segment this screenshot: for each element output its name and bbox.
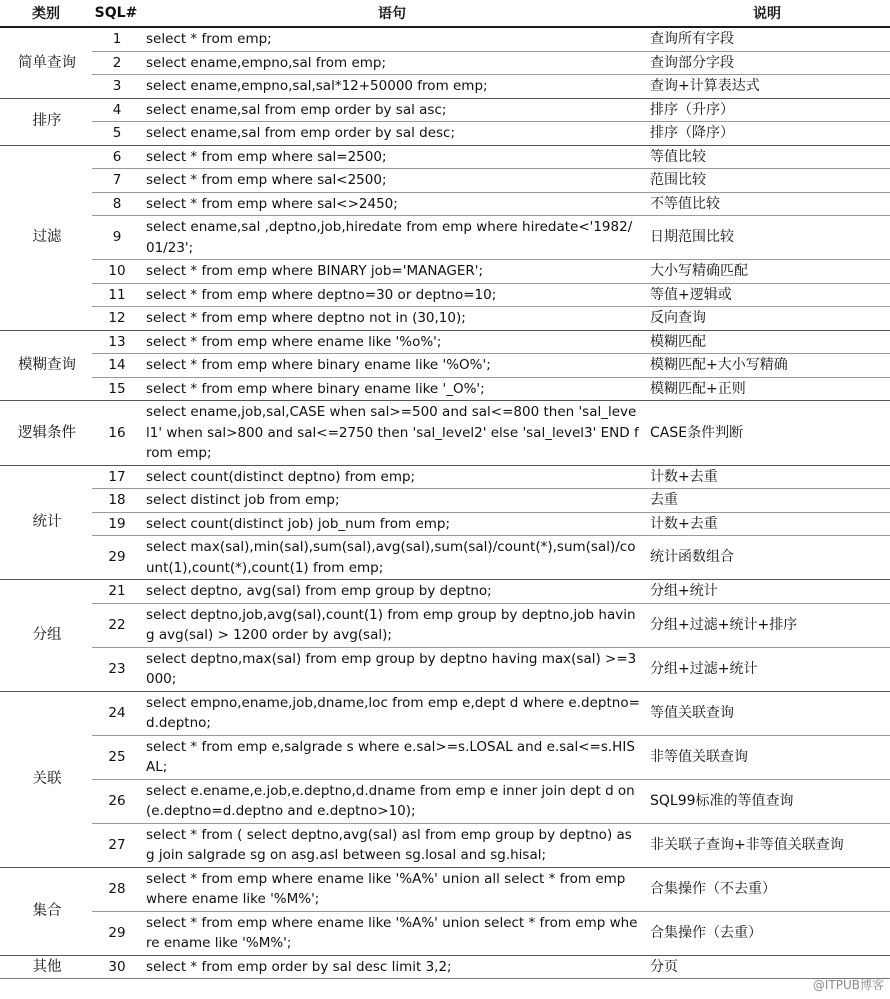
table-row [0, 603, 890, 647]
sql-number-cell: 12 [92, 307, 140, 331]
category-cell: 分组 [0, 580, 92, 692]
description-cell: 查询所有字段 [644, 27, 890, 51]
table-row [0, 580, 890, 604]
description-cell: 查询+计算表达式 [644, 75, 890, 99]
sql-number-cell: 29 [92, 911, 140, 955]
sql-statement-cell: select count(distinct job) job_num from emp; [140, 512, 644, 536]
description-cell: 等值+逻辑或 [644, 283, 890, 307]
sql-statement-cell: select e.ename,e.job,e.deptno,d.dname from emp e inner join dept d on (e.deptno=d.deptno and e.deptno>10); [140, 779, 644, 823]
sql-statement-cell: select empno,ename,job,dname,loc from emp e,dept d where e.deptno=d.deptno; [140, 691, 644, 735]
header-category: 类别 [0, 0, 92, 27]
description-cell: SQL99标准的等值查询 [644, 779, 890, 823]
sql-statement-cell: select * from emp where ename like '%A%' union all select * from emp where ename like '%M%'; [140, 867, 644, 911]
sql-number-cell: 15 [92, 377, 140, 401]
sql-statement-cell: select * from emp order by sal desc limit 3,2; [140, 955, 644, 979]
table-row [0, 98, 890, 122]
description-cell: 合集操作（不去重） [644, 867, 890, 911]
table-row [0, 536, 890, 580]
description-cell: 等值关联查询 [644, 691, 890, 735]
sql-statement-cell: select count(distinct deptno) from emp; [140, 465, 644, 489]
category-cell: 其他 [0, 955, 92, 979]
sql-statement-cell: select * from emp where deptno not in (30,10); [140, 307, 644, 331]
sql-statement-cell: select * from ( select deptno,avg(sal) asl from emp group by deptno) asg join salgrade sg on asg.asl between sg.losal and sg.hisal; [140, 823, 644, 867]
table-row [0, 51, 890, 75]
description-cell: 范围比较 [644, 169, 890, 193]
description-cell: CASE条件判断 [644, 401, 890, 466]
table-row [0, 75, 890, 99]
table-row [0, 647, 890, 691]
description-cell: 反向查询 [644, 307, 890, 331]
table-row [0, 27, 890, 51]
watermark: @ITPUB博客 [812, 978, 884, 992]
sql-number-cell: 2 [92, 51, 140, 75]
description-cell: 模糊匹配+正则 [644, 377, 890, 401]
sql-statement-cell: select * from emp where binary ename like '_O%'; [140, 377, 644, 401]
sql-number-cell: 22 [92, 603, 140, 647]
description-cell: 等值比较 [644, 145, 890, 169]
sql-number-cell: 23 [92, 647, 140, 691]
sql-number-cell: 16 [92, 401, 140, 466]
table-row [0, 354, 890, 378]
description-cell: 模糊匹配 [644, 330, 890, 354]
category-cell: 过滤 [0, 145, 92, 330]
sql-number-cell: 26 [92, 779, 140, 823]
sql-statement-cell: select * from emp where ename like '%o%'; [140, 330, 644, 354]
category-cell: 排序 [0, 98, 92, 145]
sql-number-cell: 19 [92, 512, 140, 536]
sql-statement-cell: select * from emp; [140, 27, 644, 51]
table-row [0, 735, 890, 779]
sql-number-cell: 10 [92, 260, 140, 284]
category-cell: 简单查询 [0, 27, 92, 98]
table-row [0, 330, 890, 354]
table-row [0, 216, 890, 260]
sql-number-cell: 13 [92, 330, 140, 354]
sql-statement-cell: select ename,sal from emp order by sal asc; [140, 98, 644, 122]
sql-number-cell: 7 [92, 169, 140, 193]
table-row [0, 911, 890, 955]
table-row [0, 512, 890, 536]
table-row [0, 122, 890, 146]
description-cell: 合集操作（去重） [644, 911, 890, 955]
table-row [0, 691, 890, 735]
sql-statement-cell: select deptno, avg(sal) from emp group by deptno; [140, 580, 644, 604]
description-cell: 非关联子查询+非等值关联查询 [644, 823, 890, 867]
description-cell: 大小写精确匹配 [644, 260, 890, 284]
description-cell: 分组+统计 [644, 580, 890, 604]
table-row [0, 169, 890, 193]
table-row [0, 283, 890, 307]
description-cell: 去重 [644, 489, 890, 513]
sql-number-cell: 29 [92, 536, 140, 580]
description-cell: 查询部分字段 [644, 51, 890, 75]
sql-number-cell: 24 [92, 691, 140, 735]
sql-number-cell: 28 [92, 867, 140, 911]
description-cell: 计数+去重 [644, 465, 890, 489]
header-sql-number: SQL# [92, 0, 140, 27]
description-cell: 日期范围比较 [644, 216, 890, 260]
header-statement: 语句 [140, 0, 644, 27]
sql-number-cell: 5 [92, 122, 140, 146]
description-cell: 分页 [644, 955, 890, 979]
table-row [0, 307, 890, 331]
sql-statement-cell: select * from emp where BINARY job='MANAGER'; [140, 260, 644, 284]
sql-statement-cell: select ename,sal ,deptno,job,hiredate from emp where hiredate<'1982/01/23'; [140, 216, 644, 260]
table-row [0, 145, 890, 169]
sql-number-cell: 11 [92, 283, 140, 307]
sql-statement-cell: select ename,sal from emp order by sal desc; [140, 122, 644, 146]
sql-number-cell: 6 [92, 145, 140, 169]
header-row [0, 0, 890, 27]
description-cell: 分组+过滤+统计+排序 [644, 603, 890, 647]
table-row [0, 401, 890, 466]
category-cell: 模糊查询 [0, 330, 92, 401]
sql-statement-cell: select * from emp where sal=2500; [140, 145, 644, 169]
table-row [0, 867, 890, 911]
sql-statement-cell: select * from emp where sal<>2450; [140, 192, 644, 216]
category-cell: 集合 [0, 867, 92, 955]
table-row [0, 489, 890, 513]
table-row [0, 192, 890, 216]
sql-statement-cell: select * from emp where binary ename like '%O%'; [140, 354, 644, 378]
sql-statement-cell: select * from emp where deptno=30 or deptno=10; [140, 283, 644, 307]
sql-statement-cell: select deptno,max(sal) from emp group by deptno having max(sal) >=3000; [140, 647, 644, 691]
sql-number-cell: 21 [92, 580, 140, 604]
sql-number-cell: 1 [92, 27, 140, 51]
category-cell: 关联 [0, 691, 92, 867]
description-cell: 排序（升序） [644, 98, 890, 122]
table-row [0, 823, 890, 867]
category-cell: 逻辑条件 [0, 401, 92, 466]
category-cell: 统计 [0, 465, 92, 580]
description-cell: 计数+去重 [644, 512, 890, 536]
table-row [0, 260, 890, 284]
table-row [0, 779, 890, 823]
header-description: 说明 [644, 0, 890, 27]
description-cell: 排序（降序） [644, 122, 890, 146]
sql-statement-cell: select max(sal),min(sal),sum(sal),avg(sal),sum(sal)/count(*),sum(sal)/count(1),count(*),count(1) from emp; [140, 536, 644, 580]
table-body [0, 27, 890, 979]
sql-number-cell: 8 [92, 192, 140, 216]
description-cell: 不等值比较 [644, 192, 890, 216]
table-row [0, 955, 890, 979]
sql-number-cell: 3 [92, 75, 140, 99]
sql-number-cell: 18 [92, 489, 140, 513]
sql-statement-cell: select * from emp where sal<2500; [140, 169, 644, 193]
sql-number-cell: 25 [92, 735, 140, 779]
sql-statement-cell: select deptno,job,avg(sal),count(1) from emp group by deptno,job having avg(sal) > 1200 order by avg(sal); [140, 603, 644, 647]
description-cell: 统计函数组合 [644, 536, 890, 580]
description-cell: 模糊匹配+大小写精确 [644, 354, 890, 378]
table-row [0, 377, 890, 401]
sql-number-cell: 4 [92, 98, 140, 122]
sql-number-cell: 14 [92, 354, 140, 378]
table-row [0, 465, 890, 489]
sql-number-cell: 17 [92, 465, 140, 489]
sql-number-cell: 9 [92, 216, 140, 260]
sql-number-cell: 27 [92, 823, 140, 867]
sql-statement-cell: select ename,empno,sal,sal*12+50000 from emp; [140, 75, 644, 99]
sql-number-cell: 30 [92, 955, 140, 979]
sql-statement-cell: select ename,job,sal,CASE when sal>=500 and sal<=800 then 'sal_level1' when sal>800 and sal<=2750 then 'sal_level2' else 'sal_level3' END from emp; [140, 401, 644, 466]
sql-statement-cell: select ename,empno,sal from emp; [140, 51, 644, 75]
sql-statement-cell: select * from emp e,salgrade s where e.sal>=s.LOSAL and e.sal<=s.HISAL; [140, 735, 644, 779]
description-cell: 非等值关联查询 [644, 735, 890, 779]
description-cell: 分组+过滤+统计 [644, 647, 890, 691]
sql-statement-cell: select * from emp where ename like '%A%' union select * from emp where ename like '%M%'; [140, 911, 644, 955]
sql-statement-cell: select distinct job from emp; [140, 489, 644, 513]
